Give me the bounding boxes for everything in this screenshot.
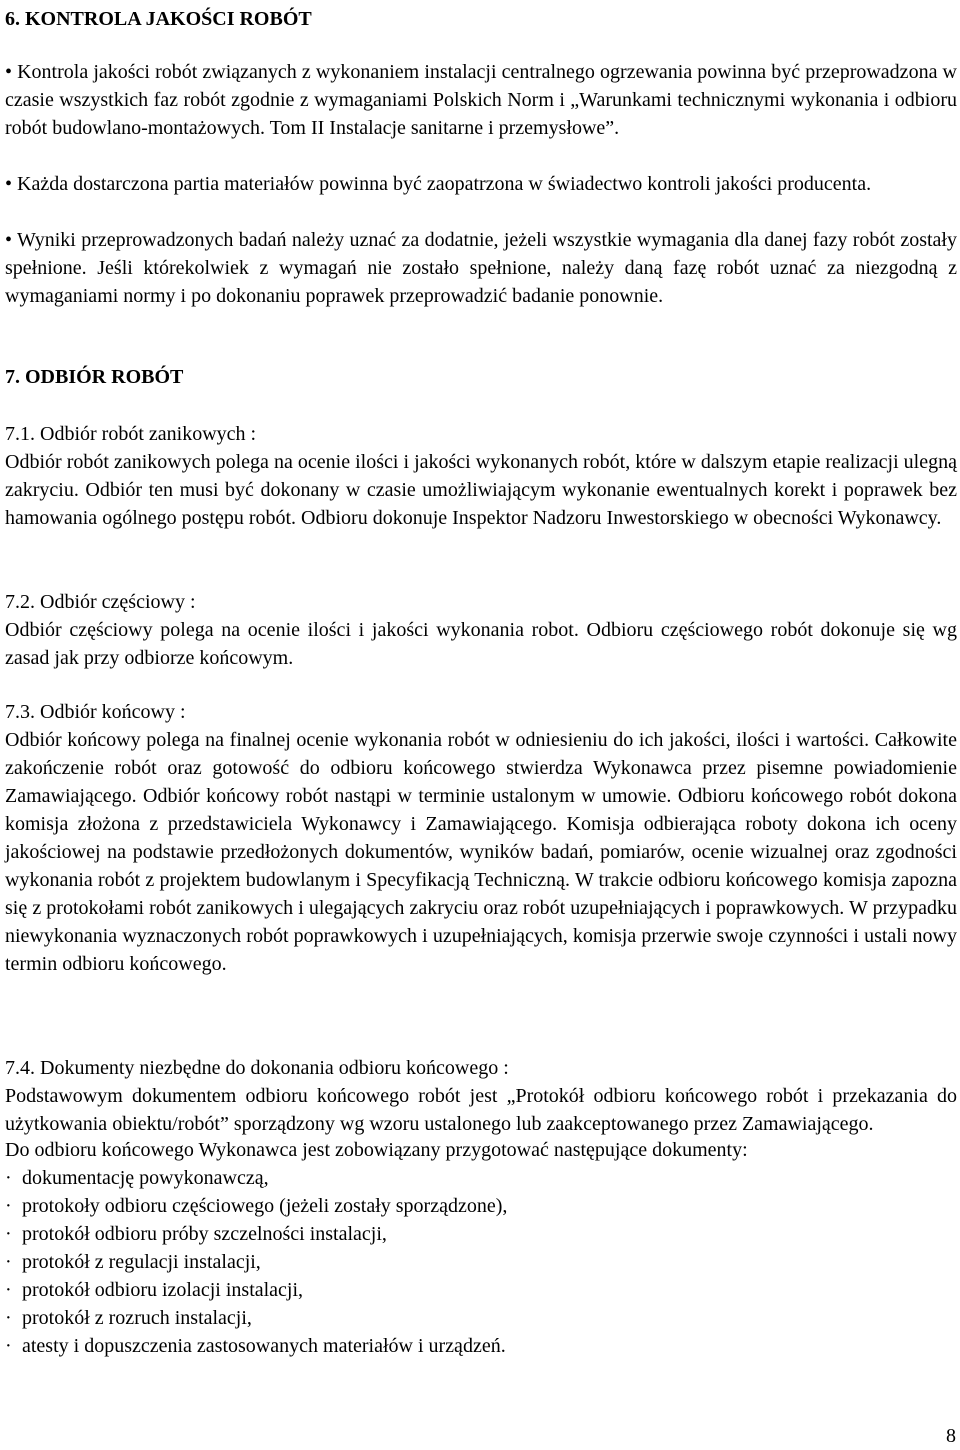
subsection-7-2-body: Odbiór częściowy polega na ocenie ilości i jakości wykonania robot. Odbioru częściowego robót dokonuje się wg zasad jak przy odbiorze końcowym. <box>5 619 957 669</box>
subsection-7-1-heading: 7.1. Odbiór robót zanikowych : <box>5 423 257 445</box>
list-item-text: protokół z regulacji instalacji, <box>22 1251 261 1273</box>
subsection-7-4-heading: 7.4. Dokumenty niezbędne do dokonania odbioru końcowego : <box>5 1057 509 1079</box>
bullet-mark: · <box>5 1307 12 1329</box>
subsection-7-1-body: Odbiór robót zanikowych polega na ocenie ilości i jakości wykonanych robót, które w dalszym etapie realizacji ulegną zakryciu. Odbiór ten musi być dokonany w czasie umożliwiającym wykonanie ewentualnych korekt i poprawek bez hamowania ogólnego postępu robót. Odbioru dokonuje Inspektor Nadzoru Inwestorskiego w obecności Wykonawcy. <box>5 451 957 529</box>
list-item-text: dokumentację powykonawczą, <box>22 1167 269 1189</box>
subsection-7-4-body-2: Do odbioru końcowego Wykonawca jest zobowiązany przygotować następujące dokumenty: <box>5 1139 748 1161</box>
quality-control-paragraph-1: • Kontrola jakości robót związanych z wykonaniem instalacji centralnego ogrzewania powinna być przeprowadzona w czasie wszystkich faz robót zgodnie z wymaganiami Polskich Norm i „Warunkami technicznymi wykonania i odbioru robót budowlano-montażowych. Tom II Instalacje sanitarne i przemysłowe”. <box>5 61 957 139</box>
list-item <box>5 1332 955 1360</box>
bullet-mark: · <box>5 1251 12 1273</box>
quality-control-paragraph-2: • Każda dostarczona partia materiałów powinna być zaopatrzona w świadectwo kontroli jakości producenta. <box>5 173 872 195</box>
bullet-mark: · <box>5 1195 12 1217</box>
quality-control-paragraph-3: • Wyniki przeprowadzonych badań należy uznać za dodatnie, jeżeli wszystkie wymagania dla danej fazy robót zostały spełnione. Jeśli którekolwiek z wymagań nie zostało spełnione, należy daną fazę robót uznać za niezgodną z wymaganiami normy i po dokonaniu poprawek przeprowadzić badanie ponownie. <box>5 229 957 307</box>
bullet-mark: · <box>5 1167 12 1189</box>
bullet-mark: · <box>5 1279 12 1301</box>
section-7-title: 7. ODBIÓR ROBÓT <box>5 366 184 388</box>
list-item-text: protokół z rozruch instalacji, <box>22 1307 252 1329</box>
list-item-text: atesty i dopuszczenia zastosowanych materiałów i urządzeń. <box>22 1335 506 1357</box>
list-item <box>5 1192 955 1220</box>
bullet-mark: · <box>5 1223 12 1245</box>
list-item-text: protokół odbioru izolacji instalacji, <box>22 1279 304 1301</box>
bullet-mark: · <box>5 1335 12 1357</box>
section-6-title: 6. KONTROLA JAKOŚCI ROBÓT <box>5 8 312 30</box>
page-number: 8 <box>946 1425 956 1447</box>
list-item <box>5 1164 955 1192</box>
list-item-text: protokoły odbioru częściowego (jeżeli zostały sporządzone), <box>22 1195 508 1217</box>
documents-list <box>5 1164 955 1360</box>
subsection-7-3-body: Odbiór końcowy polega na finalnej ocenie wykonania robót w odniesieniu do ich jakości, ilości i wartości. Całkowite zakończenie robót oraz gotowość do odbioru końcowego stwierdza Wykonawca przez pisemne powiadomienie Zamawiającego. Odbiór końcowy robót nastąpi w terminie ustalonym w umowie. Odbioru końcowego robót dokona komisja złożona z przedstawiciela Wykonawcy i Zamawiającego. Komisja odbierająca roboty dokona ich oceny jakościowej na podstawie przedłożonych dokumentów, wyników badań, pomiarów, ocenie wizualnej oraz zgodności wykonania robót z projektem budowlanym i Specyfikacją Techniczną. W trakcie odbioru końcowego komisja zapozna się z protokołami robót zanikowych i ulegających zakryciu oraz robót uzupełniających i poprawkowych. W przypadku niewykonania wyznaczonych robót poprawkowych i uzupełniających, komisja przerwie swoje czynności i ustali nowy termin odbioru końcowego. <box>5 729 957 975</box>
list-item-text: protokół odbioru próby szczelności instalacji, <box>22 1223 387 1245</box>
list-item <box>5 1276 955 1304</box>
list-item <box>5 1304 955 1332</box>
subsection-7-2-heading: 7.2. Odbiór częściowy : <box>5 591 196 613</box>
list-item <box>5 1248 955 1276</box>
subsection-7-4-body-1: Podstawowym dokumentem odbioru końcowego robót jest „Protokół odbioru końcowego robót i przekazania do użytkowania obiektu/robót” sporządzony wg wzoru ustalonego lub zaakceptowanego przez Zamawiającego. <box>5 1085 957 1135</box>
list-item <box>5 1220 955 1248</box>
subsection-7-3-heading: 7.3. Odbiór końcowy : <box>5 701 186 723</box>
